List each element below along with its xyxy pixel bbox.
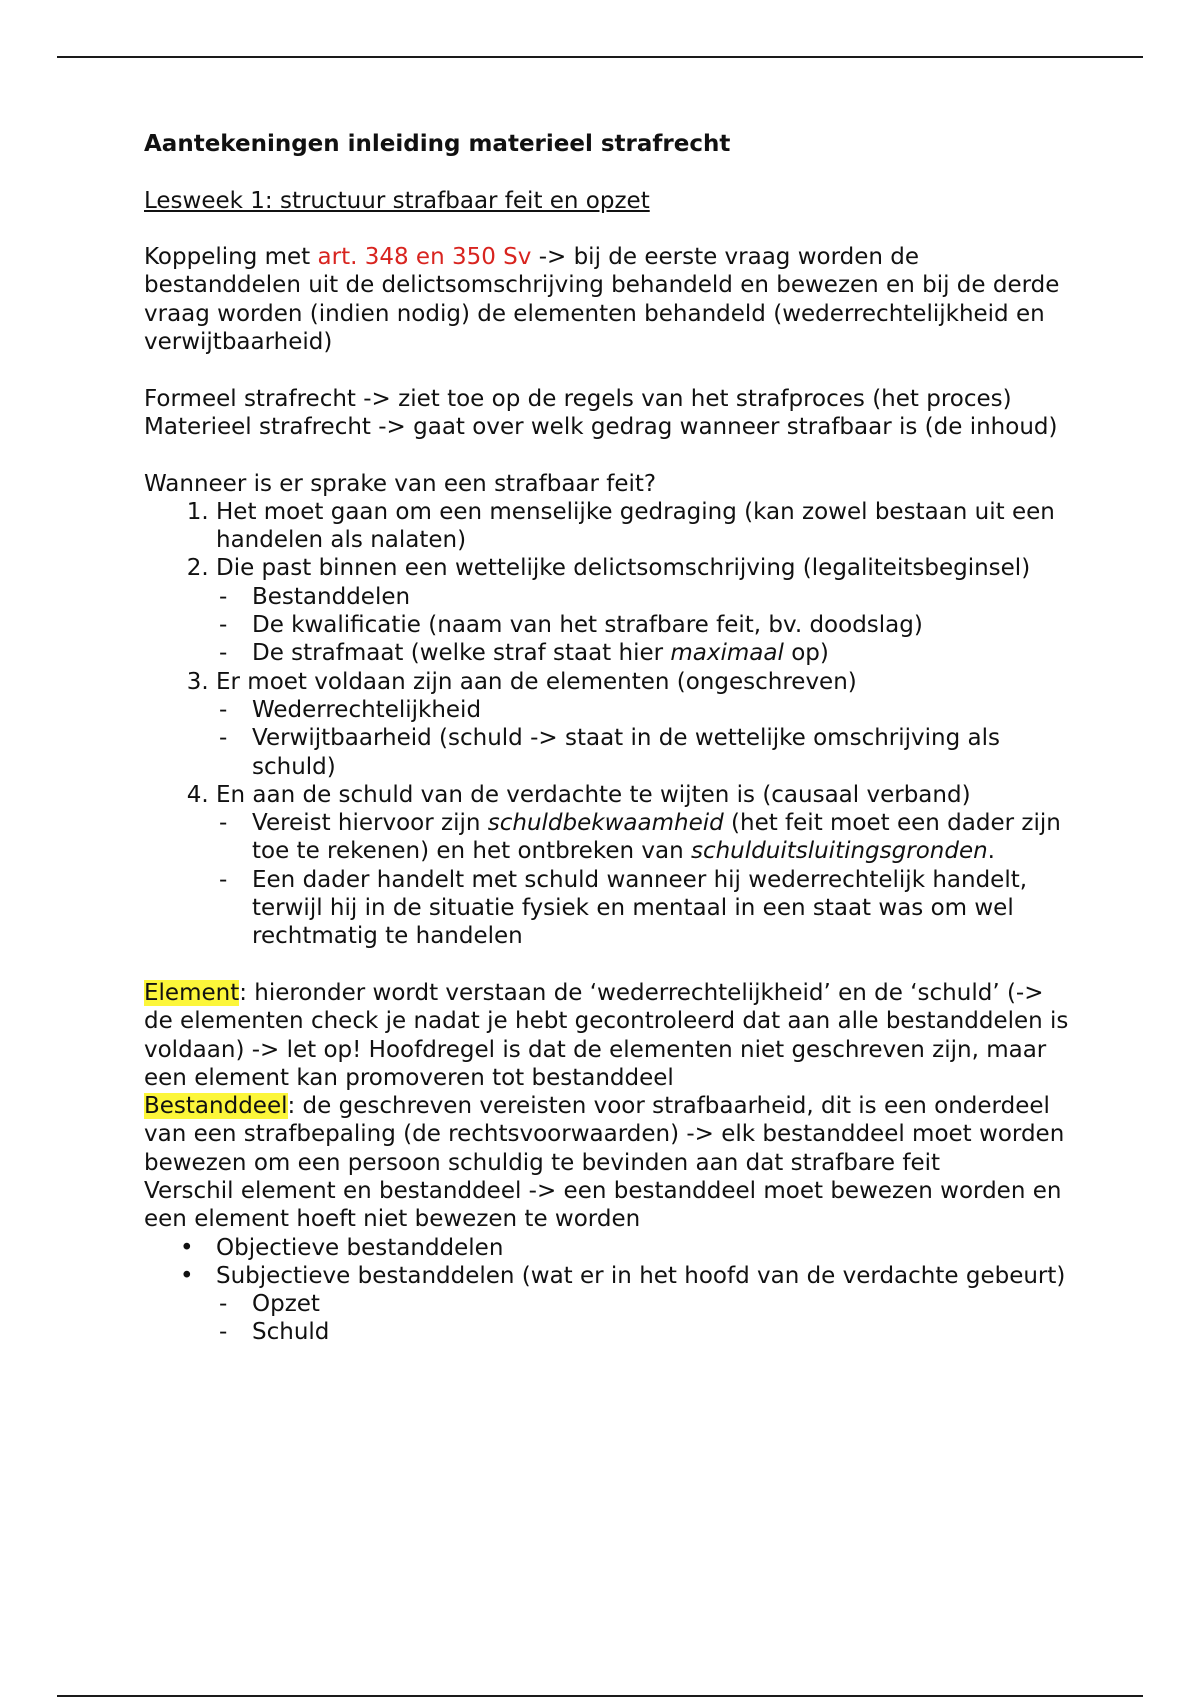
emphasis: schulduitsluitingsgronden <box>690 838 988 865</box>
bestanddeel-definition: : de geschreven vereisten voor strafbaarheid, dit is een onderdeel van een strafbepaling (de rechtsvoorwaarden) -> elk bestanddeel moet worden bewezen om een persoon schuldig te bevinden aan dat strafbare feit <box>144 1093 1065 1176</box>
criterion-2: Die past binnen een wettelijke delictsomschrijving (legaliteitsbeginsel) <box>216 555 1031 582</box>
paragraph-verschil: Verschil element en bestanddeel -> een bestanddeel moet bewezen worden en een element hoeft niet bewezen te worden <box>144 1177 1062 1233</box>
sub-list <box>216 809 1074 950</box>
sub-list <box>216 583 1074 668</box>
paragraph-element <box>144 979 1074 1092</box>
sub-item: - Bestanddelen <box>216 583 1074 611</box>
sub-item: - Een dader handelt met schuld wanneer hij wederrechtelijk handelt, terwijl hij in de situatie fysiek en mentaal in een staat was om wel rechtmatig te handelen <box>216 866 1074 951</box>
document-body <box>144 130 1074 1347</box>
highlighted-term-element: Element <box>144 979 240 1006</box>
sub-item: - Schuld <box>216 1318 1074 1346</box>
emphasis: maximaal <box>670 640 784 667</box>
sub-item: - Verwijtbaarheid (schuld -> staat in de wettelijke omschrijving als schuld) <box>216 724 1074 781</box>
sub-item: - Opzet <box>216 1290 1074 1318</box>
sub-item: - Wederrechtelijkheid <box>216 696 1074 724</box>
highlighted-term-bestanddeel: Bestanddeel <box>144 1093 288 1120</box>
criterion-1: Het moet gaan om een menselijke gedraging (kan zowel bestaan uit een handelen als nalaten) <box>216 498 1055 554</box>
list-item <box>216 1234 1074 1262</box>
sub-list <box>216 1290 1074 1347</box>
bullet-list <box>144 1234 1074 1347</box>
list-item <box>216 498 1074 555</box>
paragraph-formeel: Formeel strafrecht -> ziet toe op de regels van het strafproces (het proces) <box>144 385 1012 412</box>
sub-text: . <box>987 838 995 865</box>
paragraph-materieel: Materieel strafrecht -> gaat over welk gedrag wanneer strafbaar is (de inhoud) <box>144 413 1058 440</box>
bottom-rule <box>57 1695 1143 1697</box>
sub-item <box>216 809 1074 866</box>
sub-text: (het feit moet een dader zijn toe te rekenen) en het ontbreken van <box>252 810 1061 865</box>
sub-item: - De kwalificatie (naam van het strafbare feit, bv. doodslag) <box>216 611 1074 639</box>
element-definition: : hieronder wordt verstaan de ‘wederrechtelijkheid’ en de ‘schuld’ (-> de elementen check je nadat je hebt gecontroleerd dat aan alle bestanddelen is voldaan) -> let op! Hoofdregel is dat de elementen niet geschreven zijn, maar een element kan promoveren tot bestanddeel <box>144 979 1069 1091</box>
sub-list <box>216 696 1074 781</box>
criterion-4: En aan de schuld van de verdachte te wijten is (causaal verband) <box>216 781 971 808</box>
question-heading: Wanneer is er sprake van een strafbaar feit? <box>144 470 657 497</box>
list-item <box>216 554 1074 667</box>
bullet-text: Subjectieve bestanddelen (wat er in het hoofd van de verdachte gebeurt) <box>216 1262 1066 1289</box>
criterion-3: Er moet voldaan zijn aan de elementen (ongeschreven) <box>216 668 857 695</box>
section-heading: Lesweek 1: structuur strafbaar feit en opzet <box>144 187 650 214</box>
bullet-text: Objectieve bestanddelen <box>216 1234 504 1261</box>
article-reference: art. 348 en 350 Sv <box>317 244 532 271</box>
sub-text: Vereist hiervoor zijn <box>252 810 488 837</box>
top-rule <box>57 56 1143 58</box>
document-title: Aantekeningen inleiding materieel strafrecht <box>144 131 731 157</box>
emphasis: schuldbekwaamheid <box>487 810 724 837</box>
criteria-list <box>144 498 1074 951</box>
list-item <box>216 668 1074 781</box>
paragraph-koppeling <box>144 243 1074 356</box>
sub-text: De strafmaat (welke straf staat hier <box>252 640 671 667</box>
paragraph-bestanddeel <box>144 1092 1074 1177</box>
koppeling-text: -> bij de eerste vraag worden de bestanddelen uit de delictsomschrijving behandeld en bewezen en bij de derde vraag worden (indien nodig) de elementen behandeld (wederrechtelijkheid en verwijtbaarheid) <box>144 244 1060 356</box>
list-item <box>216 781 1074 951</box>
sub-item <box>216 639 1074 667</box>
sub-text: op) <box>783 640 829 667</box>
koppeling-intro: Koppeling met <box>144 244 318 271</box>
list-item <box>216 1262 1074 1347</box>
